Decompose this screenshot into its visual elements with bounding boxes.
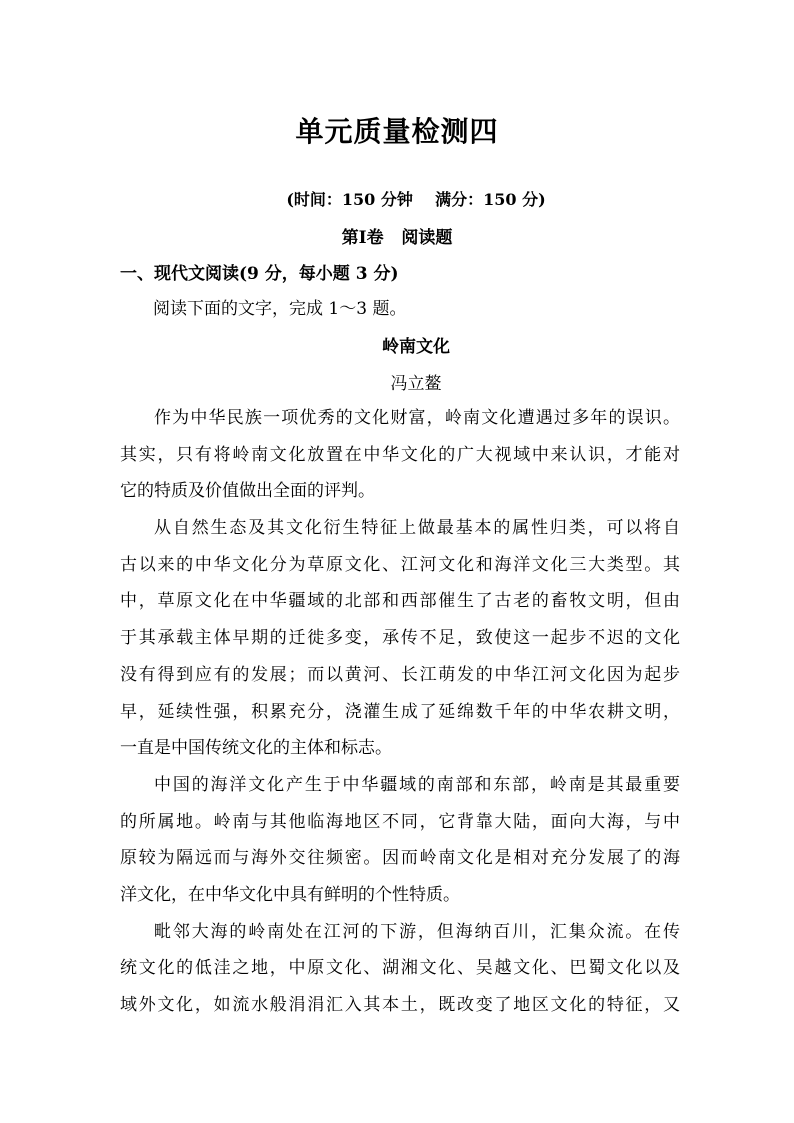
page-title: 单元质量检测四 bbox=[295, 115, 499, 148]
volume-heading: 第Ⅰ卷 阅读题 bbox=[341, 228, 453, 248]
paragraph-3-line-1: 中国的海洋文化产生于中华疆域的南部和东部，岭南是其最重要 bbox=[154, 774, 680, 795]
paragraph-2-line-1: 从自然生态及其文化衍生特征上做最基本的属性归类，可以将自 bbox=[154, 518, 680, 539]
paragraph-3-line-2: 的所属地。岭南与其他临海地区不同，它背靠大陆，面向大海，与中 bbox=[120, 811, 680, 832]
paragraph-2-line-5: 没有得到应有的发展；而以黄河、长江萌发的中华江河文化因为起步 bbox=[120, 664, 680, 685]
paragraph-4-line-2: 统文化的低洼之地，中原文化、湖湘文化、吴越文化、巴蜀文化以及 bbox=[120, 958, 680, 979]
article-author: 冯立鳌 bbox=[390, 374, 442, 394]
paragraph-1-line-1: 作为中华民族一项优秀的文化财富，岭南文化遭遇过多年的误识。 bbox=[154, 408, 680, 428]
paragraph-2-line-4: 于其承载主体早期的迁徙多变，承传不足，致使这一起步不迟的文化 bbox=[120, 628, 680, 649]
section-heading: 一、现代文阅读(9 分，每小题 3 分) bbox=[120, 264, 399, 284]
paragraph-2-line-6: 早，延续性强，积累充分，浇灌生成了延绵数千年的中华农耕文明， bbox=[120, 701, 680, 722]
paragraph-2-line-2: 古以来的中华文化分为草原文化、江河文化和海洋文化三大类型。其 bbox=[120, 554, 680, 575]
paragraph-1-line-2: 其实，只有将岭南文化放置在中华文化的广大视域中来认识，才能对 bbox=[120, 444, 680, 465]
paragraph-1-line-3: 它的特质及价值做出全面的评判。 bbox=[120, 481, 375, 502]
paragraph-4-line-1: 毗邻大海的岭南处在江河的下游，但海纳百川，汇集众流。在传 bbox=[154, 921, 680, 942]
paragraph-2-line-7: 一直是中国传统文化的主体和标志。 bbox=[120, 738, 392, 759]
article-body bbox=[120, 400, 680, 1024]
paragraph-3-line-3: 原较为隔远而与海外交往频密。因而岭南文化是相对充分发展了的海 bbox=[120, 848, 680, 869]
paragraph-3-line-4: 洋文化，在中华文化中具有鲜明的个性特质。 bbox=[120, 884, 460, 905]
article-title: 岭南文化 bbox=[382, 337, 450, 357]
paragraph-4-line-3: 域外文化，如流水般涓涓汇入其本土，既改变了地区文化的特征，又 bbox=[120, 995, 680, 1015]
paragraph-2-line-3: 中，草原文化在中华疆域的北部和西部催生了古老的畜牧文明，但由 bbox=[120, 591, 680, 612]
reading-instruction: 阅读下面的文字，完成 1～3 题。 bbox=[153, 299, 407, 319]
exam-info: (时间：150 分钟 满分：150 分) bbox=[286, 190, 546, 209]
